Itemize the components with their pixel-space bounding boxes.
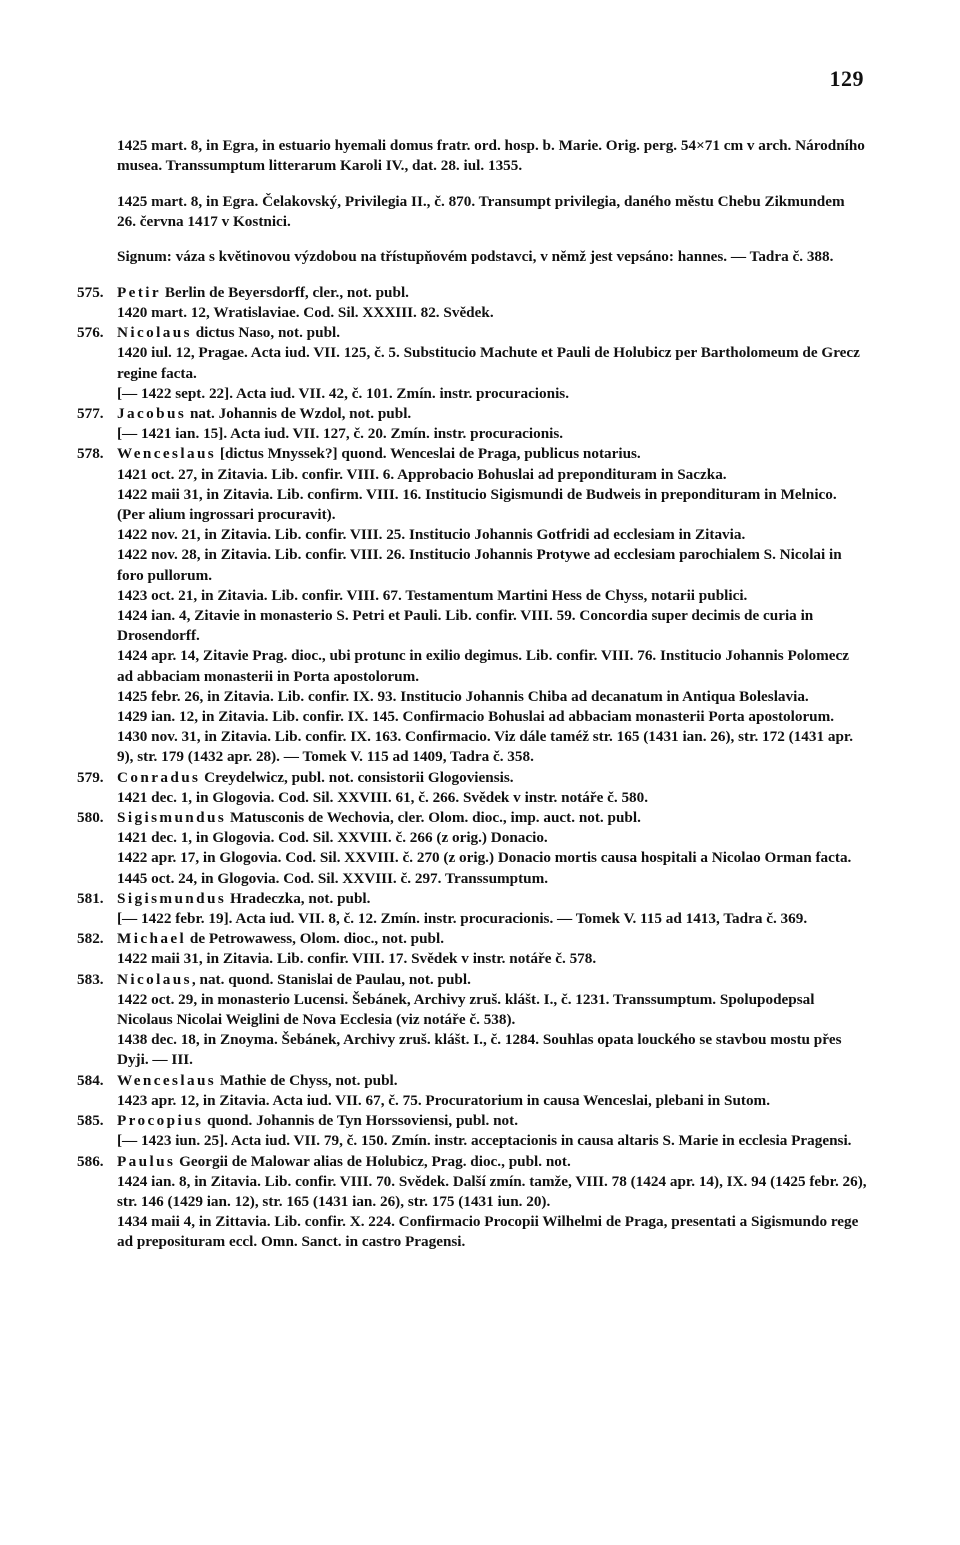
entry-name: Nicolaus xyxy=(117,324,192,342)
entry-585 xyxy=(77,1111,867,1151)
entry-heading-rest: de Petrowawess, Olom. dioc., not. publ. xyxy=(186,930,445,948)
entry-line: [— 1422 febr. 19]. Acta iud. VII. 8, č. 12. Zmín. instr. procuracionis. — Tomek V. 115 ad 1413, Tadra č. 369. xyxy=(117,910,808,928)
entry-heading xyxy=(117,768,867,788)
entry-line: 1424 ian. 4, Zitavie in monasterio S. Petri et Pauli. Lib. confir. VIII. 59. Concordia super decimis de curia in Drosendorff. xyxy=(117,607,814,645)
entry-name: Nicolaus xyxy=(117,970,192,988)
entry-line: 1422 nov. 28, in Zitavia. Lib. confir. VIII. 26. Institucio Johannis Protywe ad ecclesiam parochialem S. Nicolai in foro pullorum. xyxy=(117,546,842,584)
entry-name: Michael xyxy=(117,930,187,948)
entry-line: [— 1422 sept. 22]. Acta iud. VII. 42, č. 101. Zmín. instr. procuracionis. xyxy=(117,384,569,402)
entry-number: 586. xyxy=(77,1152,104,1170)
entry-name: Procopius xyxy=(117,1112,204,1130)
entry-number: 581. xyxy=(77,889,104,907)
entry-heading-rest: quond. Johannis de Tyn Horssoviensi, publ. not. xyxy=(203,1112,518,1130)
entry-heading-rest: [dictus Mnyssek?] quond. Wenceslai de Praga, publicus notarius. xyxy=(216,445,641,463)
entry-number: 578. xyxy=(77,445,104,463)
entry-heading xyxy=(117,1152,867,1172)
entry-name: Sigismundus xyxy=(117,889,227,907)
entry-number: 584. xyxy=(77,1071,104,1089)
entry-582 xyxy=(77,929,867,969)
entry-number: 579. xyxy=(77,768,104,786)
entry-heading xyxy=(117,444,867,464)
entry-line: 1429 ian. 12, in Zitavia. Lib. confir. IX. 145. Confirmacio Bohuslai ad abbaciam monasterii Porta apostolorum. xyxy=(117,708,835,726)
entry-line: 1422 oct. 29, in monasterio Lucensi. Šebánek, Archivy zruš. klášt. I., č. 1231. Transsumptum. Spolupodepsal Nicolaus Nicolai Weiglini de Nova Ecclesia (viz notáře č. 538). xyxy=(117,990,815,1029)
entry-577 xyxy=(77,404,867,444)
entry-line: 1424 apr. 14, Zitavie Prag. dioc., ubi protunc in exilio degimus. Lib. confir. VIII. 76. Institucio Johannis Polomecz ad abbaciam monasterii in Porta apostolorum. xyxy=(117,647,850,685)
entry-line: 1422 apr. 17, in Glogovia. Cod. Sil. XXVIII. č. 270 (z orig.) Donacio mortis causa hospitali a Nicolao Orman facta. xyxy=(117,849,852,867)
entry-name: Sigismundus xyxy=(117,809,227,827)
entry-line: 1445 oct. 24, in Glogovia. Cod. Sil. XXVIII. č. 297. Transsumptum. xyxy=(117,869,549,887)
entry-heading xyxy=(117,404,867,424)
entry-580 xyxy=(77,808,867,889)
entry-584 xyxy=(77,1071,867,1111)
lead-line: 1425 mart. 8, in Egra. Čelakovský, Privilegia II., č. 870. Transumpt privilegia, daného městu Chebu Zikmundem 26. června 1417 v Kostnici. xyxy=(117,192,845,230)
entry-name: Jacobus xyxy=(117,404,187,422)
entry-heading-rest: Berlin de Beyersdorff, cler., not. publ. xyxy=(161,283,409,301)
entry-583 xyxy=(77,970,867,1071)
entry-line: 1423 oct. 21, in Zitavia. Lib. confir. VIII. 67. Testamentum Martini Hess de Chyss, notarii publici. xyxy=(117,586,748,604)
entry-heading-rest: Mathie de Chyss, not. publ. xyxy=(216,1071,398,1089)
lead-line: 1425 mart. 8, in Egra, in estuario hyemali domus fratr. ord. hosp. b. Marie. Orig. perg. 54×71 cm v arch. Národního musea. Transsumptum litterarum Karoli IV., dat. 28. iul. 1355. xyxy=(117,137,865,175)
page-content xyxy=(77,121,867,1253)
entry-line: 1421 oct. 27, in Zitavia. Lib. confir. VIII. 6. Approbacio Bohuslai ad prepondituram in Saczka. xyxy=(117,465,727,483)
entry-line: 1434 maii 4, in Zittavia. Lib. confir. X. 224. Confirmacio Procopii Wilhelmi de Praga, presentati a Sigismundo rege ad preposituram eccl. Omn. Sanct. in castro Pragensi. xyxy=(117,1213,859,1251)
entry-heading xyxy=(117,1111,867,1131)
page-number: 129 xyxy=(829,66,864,91)
entry-name: Paulus xyxy=(117,1152,176,1170)
entry-heading xyxy=(117,1071,867,1091)
entry-heading-rest: dictus Naso, not. publ. xyxy=(191,324,341,342)
entry-line: 1421 dec. 1, in Glogovia. Cod. Sil. XXVIII. 61, č. 266. Svědek v instr. notáře č. 580. xyxy=(117,788,649,806)
entry-line: 1424 ian. 8, in Zitavia. Lib. confir. VIII. 70. Svědek. Další zmín. tamže, VIII. 78 (1424 apr. 14), IX. 94 (1425 febr. 26), str. 146 (1429 ian. 12), str. 165 (1431 ian. 26), str. 175 (1431 iun. 20). xyxy=(117,1172,867,1210)
entry-heading xyxy=(117,889,867,909)
entry-line: 1422 nov. 21, in Zitavia. Lib. confir. VIII. 25. Institucio Johannis Gotfridi ad ecclesiam in Zitavia. xyxy=(117,526,746,544)
entry-line: 1422 maii 31, in Zitavia. Lib. confirm. VIII. 16. Institucio Sigismundi de Budweis in prepondituram in Melnico. (Per alium ingrossari procuravit). xyxy=(117,485,837,523)
entry-number: 580. xyxy=(77,809,104,827)
entry-line: 1421 dec. 1, in Glogovia. Cod. Sil. XXVIII. č. 266 (z orig.) Donacio. xyxy=(117,829,548,847)
entry-579 xyxy=(77,768,867,808)
entry-line: 1430 nov. 31, in Zitavia. Lib. confir. IX. 163. Confirmacio. Viz dále taméž str. 165 (1431 ian. 26), str. 172 (1431 apr. 9), str. 179 (1432 apr. 28). — Tomek V. 115 ad 1409, Tadra č. 358. xyxy=(117,728,854,766)
entry-number: 583. xyxy=(77,970,104,988)
entry-586 xyxy=(77,1152,867,1253)
entry-line: 1425 febr. 26, in Zitavia. Lib. confir. IX. 93. Institucio Johannis Chiba ad decanatum in Antiqua Boleslavia. xyxy=(117,687,809,705)
entry-heading xyxy=(117,970,867,990)
entry-line: 1423 apr. 12, in Zitavia. Acta iud. VII. 67, č. 75. Procuratorium in causa Wenceslai, plebani in Sutom. xyxy=(117,1091,770,1109)
entry-name: Wenceslaus xyxy=(117,445,217,463)
entry-line: 1438 dec. 18, in Znoyma. Šebánek, Archivy zruš. klášt. I., č. 1284. Souhlas opata louckého se stavbou mostu přes Dyji. — III. xyxy=(117,1031,842,1069)
entry-578 xyxy=(77,444,867,767)
entry-581 xyxy=(77,889,867,929)
lead-line: Signum: váza s květinovou výzdobou na třístupňovém podstavci, v němž jest vepsáno: hannes. — Tadra č. 388. xyxy=(117,248,834,266)
entry-heading-rest: Creydelwicz, publ. not. consistorii Glogoviensis. xyxy=(200,768,514,786)
entry-575 xyxy=(77,283,867,323)
entry-number: 585. xyxy=(77,1112,104,1130)
entry-name: Petir xyxy=(117,283,162,301)
entry-number: 582. xyxy=(77,930,104,948)
entry-heading xyxy=(117,283,867,303)
entry-name: Wenceslaus xyxy=(117,1071,217,1089)
entry-line: 1422 maii 31, in Zitavia. Lib. confir. VIII. 17. Svědek v instr. notáře č. 578. xyxy=(117,950,597,968)
entry-576 xyxy=(77,323,867,404)
entry-heading-rest: Matusconis de Wechovia, cler. Olom. dioc., imp. auct. not. publ. xyxy=(226,809,641,827)
entry-line: 1420 mart. 12, Wratislaviae. Cod. Sil. XXXIII. 82. Svědek. xyxy=(117,303,494,321)
entry-heading-rest: Hradeczka, not. publ. xyxy=(226,889,371,907)
entry-line: 1420 iul. 12, Pragae. Acta iud. VII. 125, č. 5. Substitucio Machute et Pauli de Holubicz per Bartholomeum de Grecz regine facta. xyxy=(117,344,860,382)
entry-heading xyxy=(117,808,867,828)
entry-name: Conradus xyxy=(117,768,201,786)
entry-heading-rest: nat. Johannis de Wzdol, not. publ. xyxy=(186,404,412,422)
entry-heading xyxy=(117,323,867,343)
entry-number: 577. xyxy=(77,404,104,422)
entry-heading xyxy=(117,929,867,949)
lead-paragraphs xyxy=(117,136,867,267)
entry-line: [— 1423 iun. 25]. Acta iud. VII. 79, č. 150. Zmín. instr. acceptacionis in causa altaris S. Marie in ecclesia Pragensi. xyxy=(117,1132,852,1150)
entry-number: 575. xyxy=(77,283,104,301)
entry-heading-rest: , nat. quond. Stanislai de Paulau, not. publ. xyxy=(191,970,471,988)
entry-heading-rest: Georgii de Malowar alias de Holubicz, Prag. dioc., publ. not. xyxy=(175,1152,571,1170)
entry-number: 576. xyxy=(77,324,104,342)
entry-line: [— 1421 ian. 15]. Acta iud. VII. 127, č. 20. Zmín. instr. procuracionis. xyxy=(117,425,564,443)
